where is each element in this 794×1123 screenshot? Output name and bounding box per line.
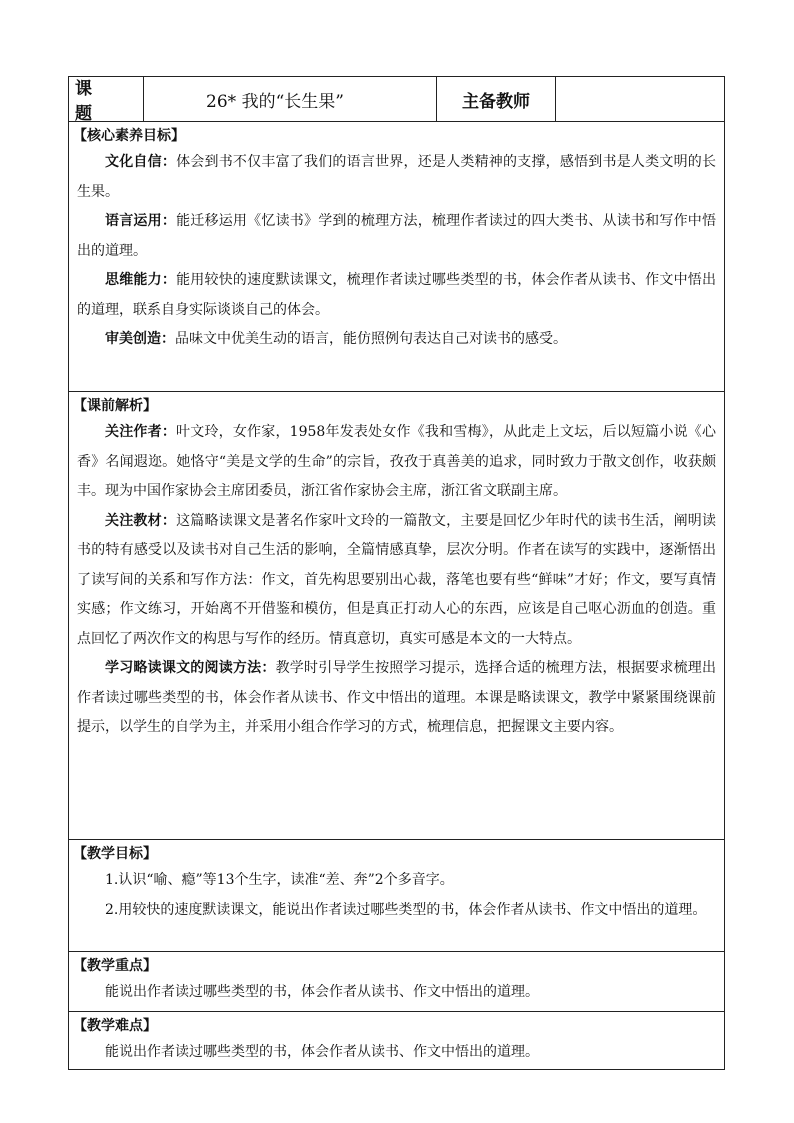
- section-title: 【教学目标】: [73, 846, 157, 862]
- key-points-text: 能说出作者读过哪些类型的书，体会作者从读书、作文中悟出的道理。: [105, 984, 539, 1000]
- section-title: 【核心素养目标】: [73, 128, 185, 144]
- teacher-value: [556, 77, 724, 121]
- core-goal-item: 语言运用：能迁移运用《忆读书》学到的梳理方法，梳理作者读过的四大类书、从读书和写作中悟出的道理。: [77, 213, 717, 259]
- core-goal-item: 思维能力：能用较快的速度默读课文，梳理作者读过哪些类型的书，体会作者从读书、作文中悟出的道理，联系自身实际谈谈自己的体会。: [77, 272, 717, 318]
- topic-value: 26* 我的“长生果”: [144, 77, 437, 121]
- analysis-item: 关注作者：叶文玲，女作家，1958年发表处女作《我和雪梅》，从此走上文坛，后以短篇小说《心香》名闻遐迩。她恪守“美是文学的生命”的宗旨，孜孜于真善美的追求，同时致力于散文创作，收获颇丰。现为中国作家协会主席团委员，浙江省作家协会主席，浙江省文联副主席。: [77, 424, 716, 499]
- teaching-goal-item: 2.用较快的速度默读课文，能说出作者读过哪些类型的书，体会作者从读书、作文中悟出的道理。: [105, 901, 707, 918]
- section-title: 【课前解析】: [73, 398, 157, 414]
- difficulties-section: [69, 1012, 724, 1069]
- pre-analysis-section: [69, 392, 724, 840]
- teaching-goals-section: [69, 840, 724, 952]
- key-points-section: [69, 952, 724, 1012]
- analysis-item: 关注教材：这篇略读课文是著名作家叶文玲的一篇散文，主要是回忆少年时代的读书生活，阐明读书的特有感受以及读书对自己生活的影响，全篇情感真挚，层次分明。作者在读写的实践中，逐渐悟出了读写间的关系和写作方法：作文，首先构思要别出心裁，落笔也要有些“鲜味”才好；作文，要写真情实感；作文练习，开始离不开借鉴和模仿，但是真正打动人心的东西，应该是自己呕心沥血的创造。重点回忆了两次作文的构思与写作的经历。情真意切，真实可感是本文的一大特点。: [77, 512, 717, 647]
- analysis-item: 学习略读课文的阅读方法：教学时引导学生按照学习提示，选择合适的梳理方法，根据要求梳理出作者读过哪些类型的书，体会作者从读书、作文中悟出的道理。本课是略读课文，教学中紧紧围绕课前提示，以学生的自学为主，并采用小组合作学习的方式，梳理信息，把握课文主要内容。: [77, 660, 717, 735]
- topic-label: 课 题: [69, 77, 144, 121]
- difficulties-text: 能说出作者读过哪些类型的书，体会作者从读书、作文中悟出的道理。: [105, 1044, 539, 1060]
- core-goal-item: 审美创造：品味文中优美生动的语言，能仿照例句表达自己对读书的感受。: [105, 331, 567, 347]
- lesson-plan-table: [68, 76, 725, 1070]
- teaching-goal-item: 1.认识“喻、瘾”等13个生字，读准“差、奔”2个多音字。: [105, 872, 454, 888]
- table-header-row: [69, 77, 724, 122]
- section-title: 【教学重点】: [73, 958, 157, 974]
- core-goal-item: 文化自信：体会到书不仅丰富了我们的语言世界，还是人类精神的支撑，感悟到书是人类文明的长生果。: [77, 154, 717, 200]
- core-goals-section: [69, 122, 724, 392]
- teacher-label: 主备教师: [437, 77, 556, 121]
- section-title: 【教学难点】: [73, 1018, 157, 1034]
